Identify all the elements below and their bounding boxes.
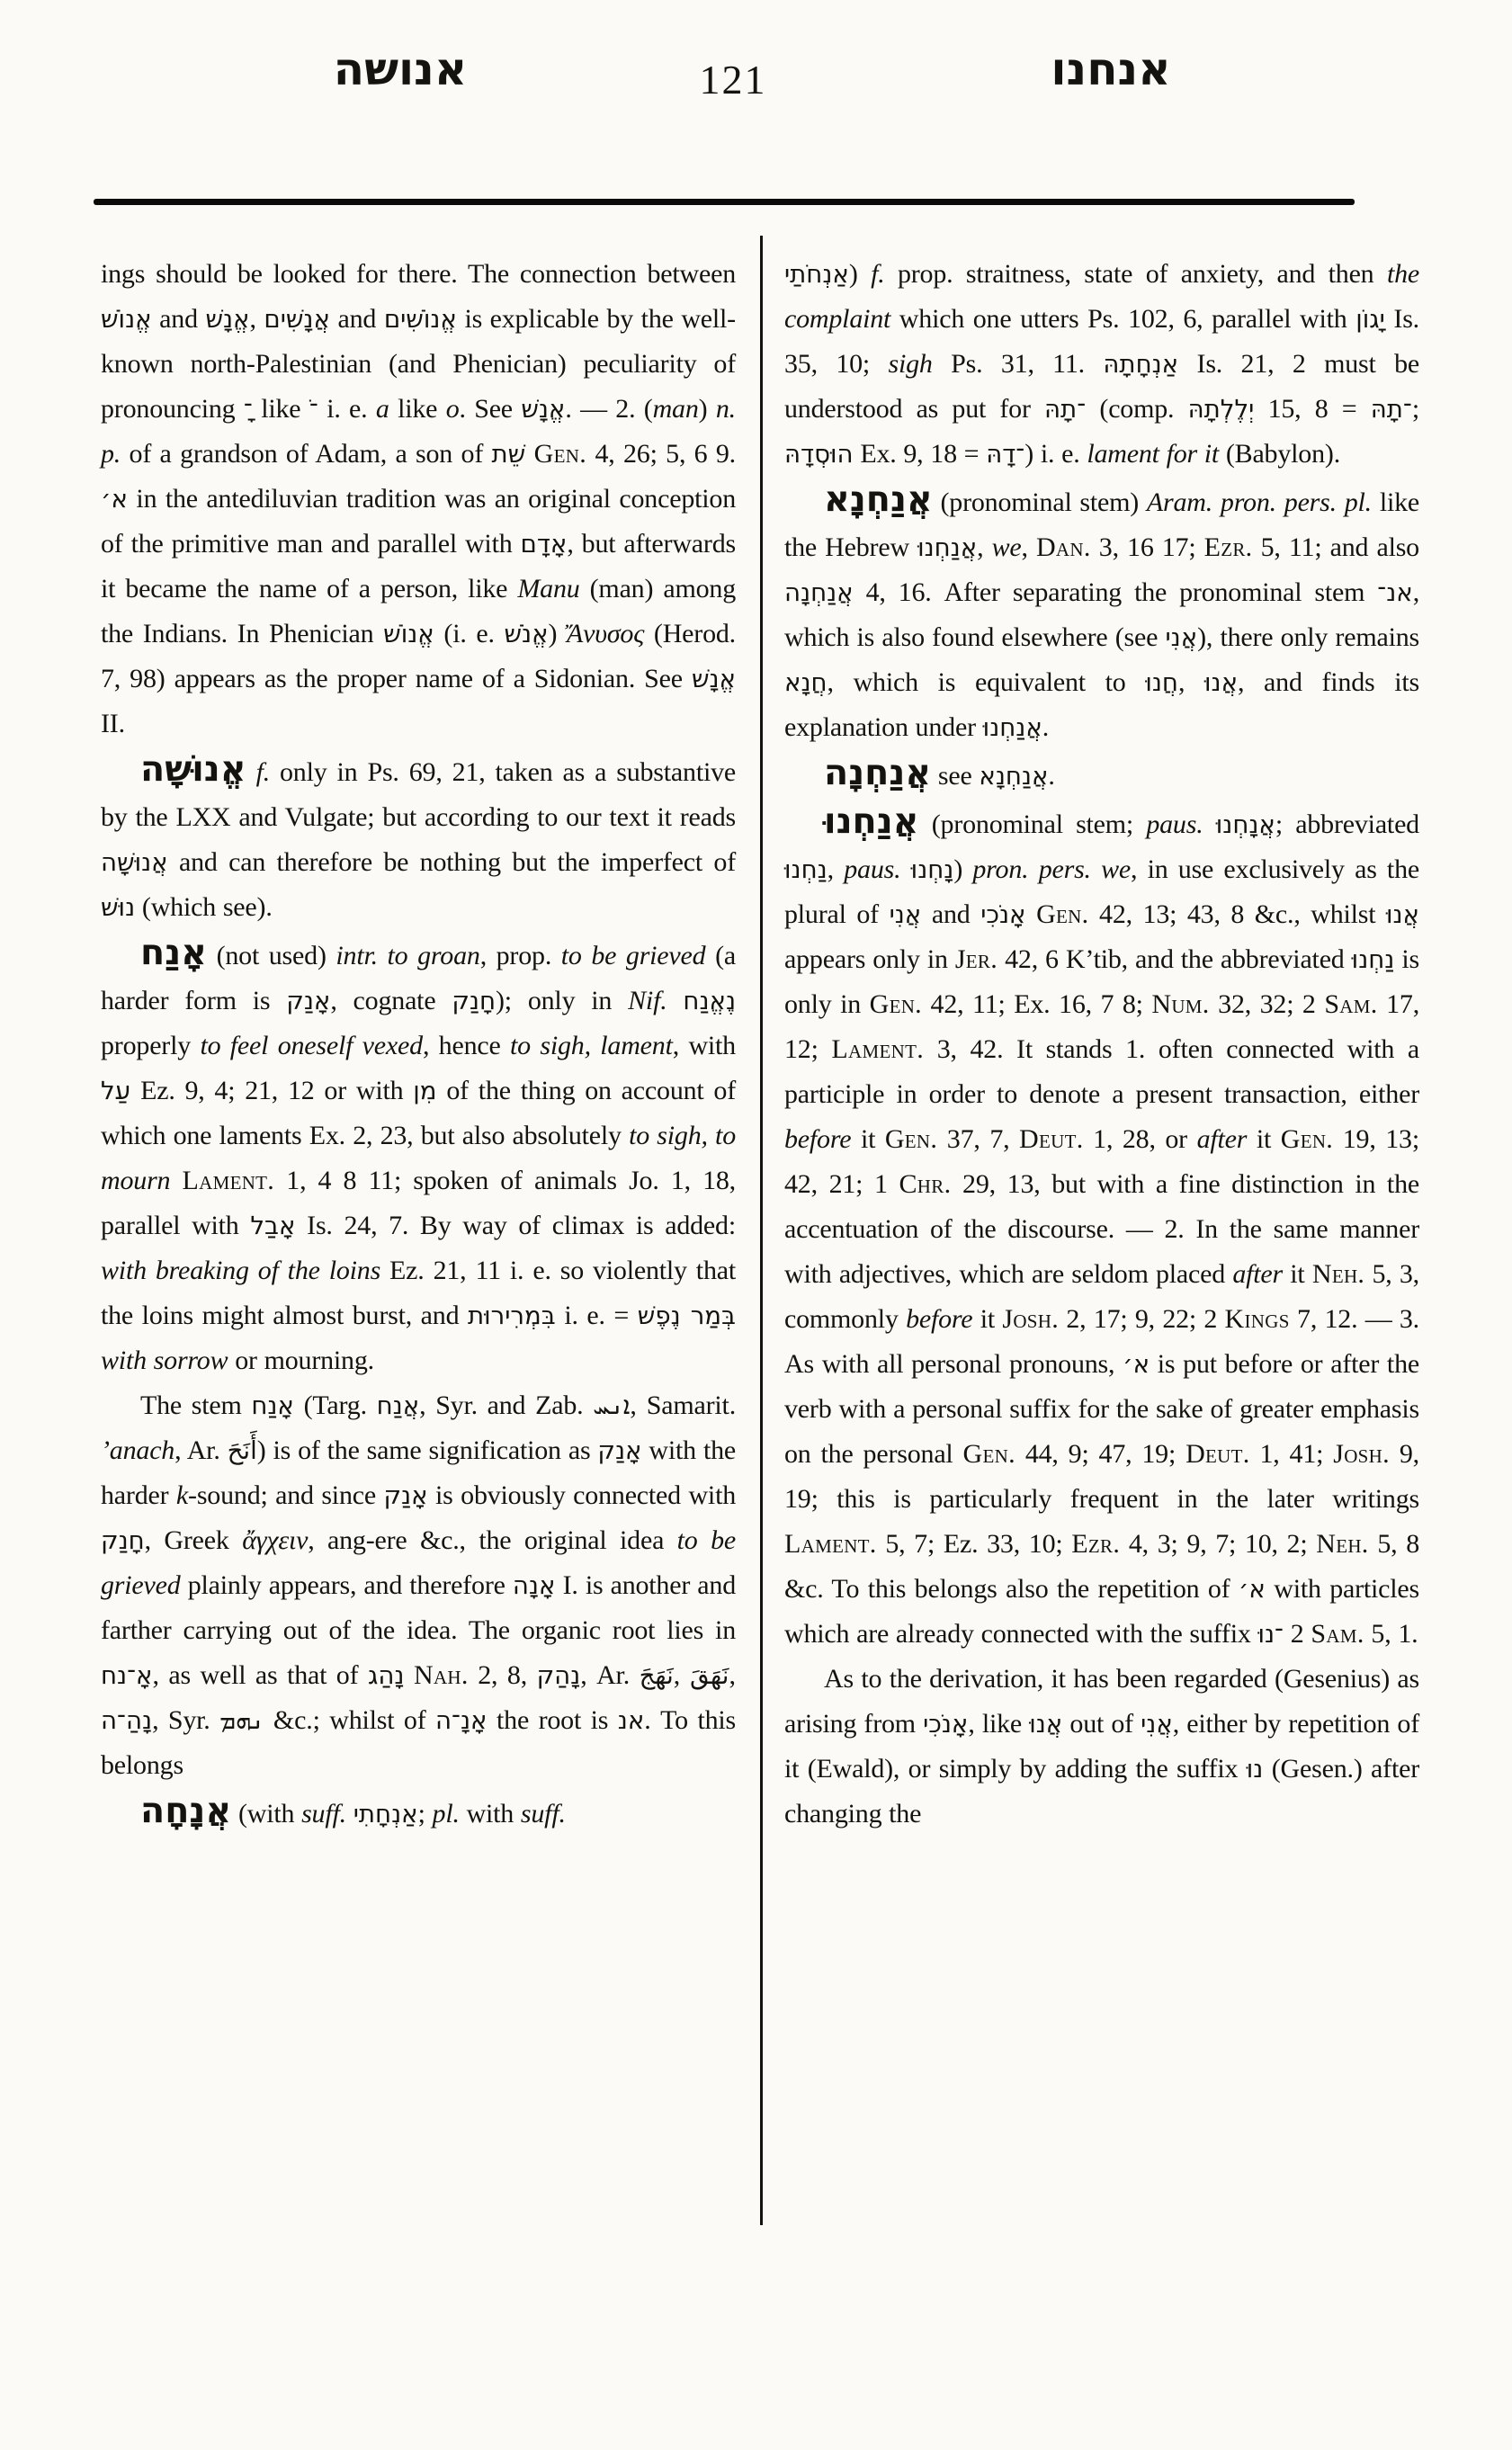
body-text — [525, 439, 533, 469]
hebrew-word: אָדָם — [520, 529, 568, 559]
paragraph — [101, 252, 736, 747]
hebrew-word: אֲנוּשָׁה — [101, 847, 168, 877]
hebrew-word: ־ָ — [243, 394, 253, 424]
hebrew-word: אַנְחָתִי — [353, 1799, 418, 1829]
paragraph — [784, 1657, 1419, 1837]
hebrew-word: נַחְנוּ — [784, 854, 828, 884]
body-text: , Greek — [144, 1525, 243, 1555]
italic-text: suff. — [301, 1799, 346, 1829]
syriac-word: ܢܗܡ — [219, 1705, 264, 1735]
body-text: appears only in — [784, 944, 955, 974]
italic-text: sigh — [888, 349, 933, 379]
italic-text: f. — [255, 757, 270, 787]
italic-text: o — [445, 394, 460, 424]
italic-text: with breaking of the loins — [101, 1256, 381, 1285]
hebrew-headword: אֲנַחְנָה — [824, 752, 932, 793]
body-text: ), there only remains — [1197, 622, 1419, 652]
italic-text: a — [375, 394, 389, 424]
reference-abbrev: Deut. — [1019, 1124, 1084, 1154]
italic-text: after — [1232, 1259, 1284, 1289]
body-text: (Herod. 7, 98) appears as the proper name of a Sidonian. See — [101, 619, 736, 693]
italic-text: k — [175, 1480, 189, 1510]
body-text: ) — [848, 259, 872, 289]
body-text: is put before or after the verb with a personal suffix for the sake of greater emphasis on the personal — [784, 1349, 1419, 1469]
body-text: , Ar. — [580, 1660, 640, 1690]
hebrew-word: חָנַק — [101, 1525, 145, 1555]
body-text: 42, 11; Ex. 16, 7 8; — [921, 989, 1152, 1019]
body-text: , — [729, 1660, 736, 1690]
hebrew-word: אַנְחָתָהּ — [1103, 349, 1179, 379]
body-text: (pronominal stem) — [932, 487, 1147, 517]
arabic-word: نَهَقَ — [690, 1660, 729, 1690]
hebrew-word: אֲנַח — [376, 1390, 420, 1420]
hebrew-word: נוּשׁ — [101, 892, 136, 922]
body-text: ); only in — [496, 986, 629, 1015]
body-text: , prop. — [479, 941, 561, 970]
body-text: , either by repetition of it (Ewald), or simply by adding the suffix — [784, 1709, 1419, 1784]
body-text — [1025, 899, 1036, 929]
body-text: only in Ps. 69, 21, taken as a substantive by the LXX and Vulgate; but according to our text it reads — [101, 757, 737, 832]
hebrew-word: אֲנַחְנוּ — [982, 712, 1042, 742]
reference-abbrev: Lament. — [784, 1529, 877, 1559]
body-text: , and finds its explanation under — [784, 667, 1419, 742]
body-text: , ang-ere &c., the original idea — [308, 1525, 677, 1555]
body-text: , — [1021, 532, 1036, 562]
column-divider — [760, 236, 763, 2225]
hebrew-word: אנ — [617, 1705, 645, 1735]
syriac-word: ܐܢܚ — [593, 1390, 631, 1420]
body-text: the root is — [487, 1705, 618, 1735]
body-text: prop. straitness, state of anxiety, and then — [884, 259, 1387, 289]
body-text: (a harder form is — [101, 941, 736, 1015]
body-text: ; — [417, 1799, 433, 1829]
body-text: i. e. = — [555, 1301, 638, 1330]
body-text: 15, 8 = — [1254, 394, 1371, 424]
hebrew-word: בְּמַר נֶפֶשׁ — [637, 1301, 737, 1330]
body-text: , — [827, 854, 845, 884]
body-text: I. is another and farther carrying out of the idea. The organic root lies in — [101, 1570, 736, 1645]
body-text: Is. 21, 2 must be understood as put for — [784, 349, 1419, 424]
paragraph — [101, 747, 736, 930]
hebrew-word: שֵׁת — [491, 439, 526, 469]
italic-text: lament for it — [1087, 439, 1220, 469]
hebrew-headword: אֱנוּשָׁה — [140, 748, 246, 790]
body-text: , cognate — [330, 986, 452, 1015]
body-text: see — [931, 761, 980, 791]
hebrew-word: אָנֹכִי — [923, 1709, 969, 1739]
reference-abbrev: Neh. — [1311, 1259, 1365, 1289]
left-column — [101, 252, 736, 1837]
page-number: 121 — [699, 57, 767, 103]
body-text: and — [921, 899, 981, 929]
body-text: it — [1283, 1259, 1312, 1289]
body-text: . — 2. ( — [565, 394, 653, 424]
hebrew-word: אֲנוּ — [1204, 667, 1239, 697]
body-text: of a grandson of Adam, a son of — [121, 439, 492, 469]
body-text: with the harder — [101, 1435, 736, 1510]
body-text: is obviously connected with — [427, 1480, 736, 1510]
italic-text: after — [1196, 1124, 1248, 1154]
body-text: (with — [231, 1799, 302, 1829]
body-text — [170, 1166, 182, 1195]
hebrew-word: אֲנִי — [1141, 1709, 1173, 1739]
hebrew-word: חֲנָא — [784, 667, 828, 697]
hebrew-word: נָחְנוּ — [910, 854, 954, 884]
hebrew-word: א׳ — [1238, 1574, 1266, 1604]
reference-abbrev: Gen. — [884, 1124, 938, 1154]
body-text: like — [389, 394, 446, 424]
paragraph — [101, 930, 736, 1383]
body-text: Is. 35, 10; — [784, 304, 1419, 379]
hebrew-word: יְלֶלְתָהּ — [1187, 394, 1255, 424]
body-text: , with — [672, 1031, 736, 1060]
reference-abbrev: Deut. — [1185, 1439, 1250, 1469]
reference-abbrev: Josh. — [1333, 1439, 1390, 1469]
body-text: (Gesen.) after changing the — [784, 1754, 1419, 1829]
reference-abbrev: Josh. — [1002, 1304, 1060, 1334]
body-text — [404, 1660, 414, 1690]
body-text: properly — [101, 1031, 201, 1060]
body-text: 2, 8, — [468, 1660, 537, 1690]
hebrew-word: אֲנִי — [1165, 622, 1198, 652]
hebrew-word: אֱנוֹשׁ — [383, 619, 434, 648]
hebrew-word: חָנַק — [452, 986, 496, 1015]
reference-abbrev: Jer. — [954, 944, 998, 974]
body-text: 4, 3; 9, 7; 10, 2; — [1120, 1529, 1317, 1559]
body-text: i. e. — [318, 394, 376, 424]
body-text — [346, 1799, 353, 1829]
hebrew-word: ־ֹ — [309, 394, 318, 424]
body-text: . See — [459, 394, 522, 424]
hebrew-word: ־תָהּ — [1044, 394, 1087, 424]
hebrew-word: נָהַ־ה — [101, 1705, 153, 1735]
body-text: , Syr. and Zab. — [419, 1390, 594, 1420]
body-text: like the Hebrew — [784, 487, 1420, 562]
paragraph — [784, 252, 1419, 477]
body-text — [667, 986, 684, 1015]
hebrew-word: נוּ — [1246, 1754, 1264, 1784]
body-text: like — [252, 394, 309, 424]
hebrew-word: אֲנַחְנָה — [784, 577, 854, 607]
body-text: , which is equivalent to — [827, 667, 1146, 697]
body-text: . — [1042, 712, 1050, 742]
hebrew-word: אֲנָשִׁים — [264, 304, 330, 334]
body-text: in the antediluvian tradition was an original conception of the primitive man and parallel with — [101, 484, 736, 559]
hebrew-word: אָנָ־ה — [435, 1705, 488, 1735]
hebrew-word: אֲנִי — [889, 899, 922, 929]
body-text: 3, 42. It stands 1. often connected with a participle in order to denote a present transaction, either — [784, 1034, 1419, 1109]
body-text: , — [1177, 667, 1204, 697]
body-text: 7, 12. — 3. As with all personal pronouns, — [784, 1304, 1419, 1379]
body-text: which one utters Ps. 102, 6, parallel with — [890, 304, 1356, 334]
body-text: 2 — [1283, 1619, 1311, 1649]
italic-text: paus. — [1146, 809, 1203, 839]
body-text: , Ar. — [174, 1435, 228, 1465]
body-text: 17, 12; — [784, 989, 1420, 1064]
body-text: 42, 13; 43, 8 &c., whilst — [1088, 899, 1386, 929]
hebrew-headword: אָנַח — [140, 932, 207, 973]
italic-text: man — [652, 394, 699, 424]
hebrew-word: אָנֹכִי — [980, 899, 1026, 929]
body-text: (which see). — [135, 892, 273, 922]
body-text — [1203, 809, 1216, 839]
italic-text: before — [906, 1304, 973, 1334]
hebrew-word: אֱנָשׁ — [521, 394, 566, 424]
body-text: with — [459, 1799, 521, 1829]
hebrew-headword: אֲנַחְנָא — [824, 478, 933, 520]
body-text: is only in — [784, 944, 1419, 1019]
hebrew-word: חֲנוּ — [1145, 667, 1178, 697]
body-text: 1, 4 8 11; spoken of animals Jo. 1, 18, parallel with — [101, 1166, 736, 1240]
italic-text: pl. — [432, 1799, 460, 1829]
body-text: with particles which are already connected with the suffix — [784, 1574, 1420, 1649]
right-column — [784, 252, 1419, 1837]
body-text: or mourning. — [228, 1346, 374, 1375]
body-text: -sound; and since — [188, 1480, 384, 1510]
body-text: 44, 9; 47, 19; — [1015, 1439, 1186, 1469]
hebrew-word: אֲנָחְנוּ — [1215, 809, 1275, 839]
hebrew-word: יָגוֹן — [1355, 304, 1385, 334]
body-text: 5, 1. — [1364, 1619, 1418, 1649]
hebrew-word: אֱנָשׁ — [691, 664, 736, 693]
reference-abbrev: Chr. — [899, 1169, 952, 1199]
reference-abbrev: Nah. — [413, 1660, 469, 1690]
body-text — [900, 854, 910, 884]
body-text: 2, 17; 9, 22; 2 — [1059, 1304, 1225, 1334]
header-left-catchword: אנושה — [333, 43, 468, 95]
body-text: . — [1048, 761, 1055, 791]
reference-abbrev: Neh. — [1316, 1529, 1369, 1559]
body-text: , — [673, 1660, 691, 1690]
italic-text: to be grieved — [101, 1525, 736, 1600]
body-text: ; — [1411, 394, 1419, 424]
body-text: The stem — [140, 1390, 252, 1420]
hebrew-word: אֲנוּ — [1385, 899, 1419, 929]
body-text: Is. 24, 7. By way of climax is added: — [295, 1211, 736, 1240]
hebrew-word: נָהַק — [536, 1660, 581, 1690]
hebrew-word: נֶאֱנַח — [683, 986, 736, 1015]
hebrew-word: עַל — [101, 1076, 131, 1105]
hebrew-word: ־דָהּ — [986, 439, 1025, 469]
body-text: (comp. — [1086, 394, 1188, 424]
paragraph — [101, 1788, 736, 1837]
body-text: 4, 26; 5, 6 9. — [586, 439, 736, 469]
reference-abbrev: Num. — [1151, 989, 1210, 1019]
body-text: II. — [101, 709, 125, 738]
body-text: out of — [1062, 1709, 1141, 1739]
hebrew-word: אָ־נח — [101, 1660, 153, 1690]
body-text: ) — [953, 854, 973, 884]
hebrew-word: ־תָהּ — [1370, 394, 1412, 424]
reference-abbrev: Lament. — [831, 1034, 925, 1064]
body-text: , but afterwards it became the name of a person, like — [101, 529, 736, 604]
body-text: plainly appears, and therefore — [180, 1570, 513, 1600]
body-text: (pronominal stem; — [918, 809, 1147, 839]
body-text: (man) among the Indians. In Phenician — [101, 574, 736, 648]
paragraph — [784, 477, 1419, 750]
paragraph — [784, 799, 1419, 1657]
italic-text: ’anach — [101, 1435, 175, 1465]
hebrew-word: אֱנָשׁ — [205, 304, 250, 334]
italic-text: we — [991, 532, 1022, 562]
hebrew-word: אֲנַחְנָא — [979, 761, 1049, 791]
body-text: , as well as that of — [152, 1660, 368, 1690]
hebrew-word: אָנַק — [383, 1480, 428, 1510]
body-text: and — [151, 304, 206, 334]
italic-text: to be grieved — [560, 941, 706, 970]
body-text: 29, 13, but with a fine distinction in the accentuation of the discourse. — 2. In the same manner with adjectives, which are seldom placed — [784, 1169, 1419, 1289]
body-text: 32, 32; 2 — [1209, 989, 1325, 1019]
hebrew-headword: אֲנַחְנוּ — [824, 800, 919, 842]
body-text: and can therefore be nothing but the imperfect of — [167, 847, 736, 877]
reference-abbrev: Lament. — [182, 1166, 275, 1195]
body-text: it — [972, 1304, 1003, 1334]
body-text: , Samarit. — [630, 1390, 736, 1420]
italic-text: pron. pers. we — [972, 854, 1132, 884]
arabic-word: أَنَحَ — [227, 1435, 257, 1465]
body-text: (i. e. — [434, 619, 505, 648]
hebrew-word: נַחְנוּ — [1351, 944, 1395, 974]
body-text: , in use exclusively as the plural of — [784, 854, 1419, 929]
italic-text: n. p. — [101, 394, 736, 469]
italic-text: paus. — [844, 854, 901, 884]
italic-text: with sorrow — [101, 1346, 228, 1375]
italic-text: the complaint — [784, 259, 1419, 334]
paragraph — [101, 1383, 736, 1788]
body-text: , hence — [422, 1031, 511, 1060]
body-text: , like — [968, 1709, 1030, 1739]
body-text: it — [851, 1124, 885, 1154]
body-text: ings should be looked for there. The connection between — [101, 259, 736, 289]
paragraph — [784, 750, 1419, 799]
hebrew-word: אָבַל — [250, 1211, 296, 1240]
italic-text: to sigh, to mourn — [101, 1121, 736, 1195]
reference-abbrev: Gen. — [1280, 1124, 1334, 1154]
body-text: ) — [698, 394, 716, 424]
reference-abbrev: Ezr. — [1203, 532, 1253, 562]
reference-abbrev: Dan. — [1035, 532, 1091, 562]
hebrew-word: אֱנוֹשִׁים — [383, 304, 457, 334]
hebrew-word: אַנְחֹתַי — [784, 259, 849, 289]
hebrew-word: אָנַק — [286, 986, 331, 1015]
body-text: ) is of the same signification as — [256, 1435, 598, 1465]
body-text: As to the derivation, it has been regarded (Gesenius) as arising from — [784, 1664, 1419, 1739]
greek-word: Ἄνυσος — [567, 619, 645, 648]
hebrew-word: אָנַק — [597, 1435, 642, 1465]
body-text: Ex. 9, 18 = — [853, 439, 987, 469]
body-text: Ps. 31, 11. — [932, 349, 1104, 379]
body-text: ) i. e. — [1024, 439, 1087, 469]
reference-abbrev: Sam. — [1311, 1619, 1364, 1649]
reference-abbrev: Gen. — [533, 439, 587, 469]
hebrew-word: אָנַח — [251, 1390, 294, 1420]
reference-abbrev: Kings — [1224, 1304, 1290, 1334]
body-text: 5, 3, commonly — [784, 1259, 1419, 1334]
reference-abbrev: Ezr. — [1071, 1529, 1121, 1559]
body-text: (Targ. — [293, 1390, 377, 1420]
reference-abbrev: Gen. — [869, 989, 922, 1019]
italic-text: before — [784, 1124, 852, 1154]
body-text: , which is also found elsewhere (see — [784, 577, 1419, 652]
hebrew-word: אנ־ — [1377, 577, 1413, 607]
hebrew-word: אֲנוּ — [1029, 1709, 1063, 1739]
body-text: . To this belongs — [101, 1705, 737, 1780]
body-text: 5, 11; and also — [1252, 532, 1419, 562]
body-text: ; abbreviated — [1275, 809, 1419, 839]
body-text: ) — [548, 619, 568, 648]
body-text: 1, 41; — [1249, 1439, 1334, 1469]
hebrew-word: אָנָה — [512, 1570, 556, 1600]
body-text: 9, 19; this is particularly frequent in the later writings — [784, 1439, 1419, 1514]
body-text: &c.; whilst of — [264, 1705, 436, 1735]
greek-word: ἄγχειν — [242, 1525, 309, 1555]
italic-text: intr. to groan — [336, 941, 480, 970]
body-text: (not used) — [206, 941, 336, 970]
body-text: , — [977, 532, 992, 562]
italic-text: Aram. pron. pers. pl. — [1146, 487, 1372, 517]
italic-text: to feel oneself vexed — [200, 1031, 423, 1060]
body-text: 4, 16. After separating the pronominal stem — [853, 577, 1378, 607]
hebrew-word: אֲנַחְנוּ — [917, 532, 978, 562]
arabic-word: نَهَجَ — [639, 1660, 674, 1690]
hebrew-word: ־נוּ — [1257, 1619, 1284, 1649]
body-text: 1, 28, or — [1083, 1124, 1197, 1154]
body-text: , Syr. — [152, 1705, 220, 1735]
body-text: 37, 7, — [937, 1124, 1020, 1154]
hebrew-word: אֱנֹשׁ — [504, 619, 549, 648]
reference-abbrev: Sam. — [1324, 989, 1378, 1019]
italic-text: f. — [871, 259, 885, 289]
body-text: 5, 8 &c. To this belongs also the repetition of — [784, 1529, 1419, 1604]
hebrew-word: בִּמְרִירוּת — [468, 1301, 556, 1330]
reference-abbrev: Gen. — [962, 1439, 1015, 1469]
hebrew-headword: אֲנָחָה — [140, 1790, 232, 1831]
hebrew-word: הוּסְדָהּ — [784, 439, 854, 469]
body-text: , — [249, 304, 264, 334]
hebrew-word: מִן — [413, 1076, 437, 1105]
hebrew-word: א׳ — [101, 484, 128, 514]
body-text: it — [1247, 1124, 1281, 1154]
body-text: 3, 16 17; — [1090, 532, 1204, 562]
italic-text: suff. — [520, 1799, 566, 1829]
italic-text: Nif. — [628, 986, 667, 1015]
body-text: (Babylon). — [1219, 439, 1340, 469]
body-text: is explicable by the well-known north-Palestinian (and Phenician) peculiarity of pronouncing — [101, 304, 736, 424]
body-text: of the thing on account of which one laments Ex. 2, 23, but also absolutely — [101, 1076, 736, 1150]
hebrew-word: אֱנוֹשׁ — [101, 304, 152, 334]
italic-text: Manu — [517, 574, 580, 604]
italic-text: to sigh, lament — [510, 1031, 673, 1060]
hebrew-word: נָהַג — [367, 1660, 405, 1690]
body-text: and — [329, 304, 384, 334]
body-text: Ez. 21, 11 i. e. so violently that the loins might almost burst, and — [101, 1256, 736, 1330]
header-rule — [94, 199, 1355, 205]
header-right-catchword: אנחנו — [1051, 43, 1171, 95]
body-text — [246, 757, 256, 787]
body-text: 42, 6 K’tib, and the abbreviated — [998, 944, 1352, 974]
body-text: 5, 7; Ez. 33, 10; — [876, 1529, 1072, 1559]
body-text: Ez. 9, 4; 21, 12 or with — [130, 1076, 414, 1105]
hebrew-word: א׳ — [1123, 1349, 1150, 1379]
reference-abbrev: Gen. — [1036, 899, 1089, 929]
body-text: 19, 13; 42, 21; 1 — [784, 1124, 1419, 1199]
